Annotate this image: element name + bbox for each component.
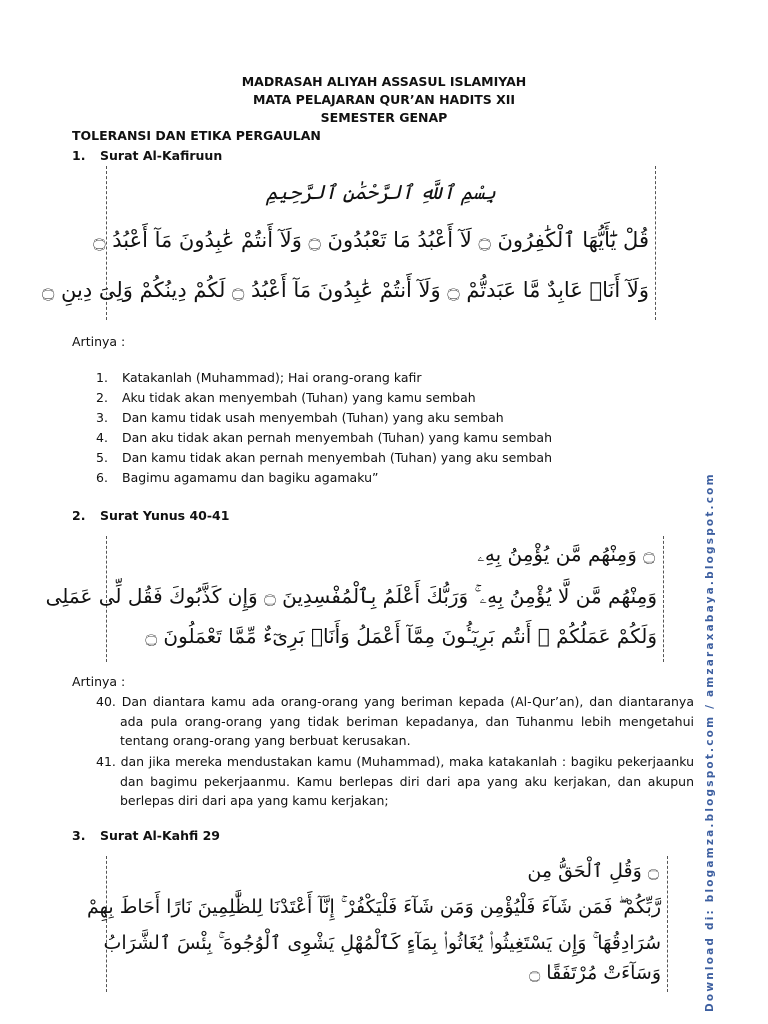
download-watermark: Download di: blogamza.blogspot.com / amzaraxabaya.blogspot.com: [704, 472, 716, 1012]
arabic-verse-line: ۝ وَمِنْهُم مَّن يُؤْمِنُ بِهِۦ: [477, 542, 655, 566]
arabic-verse-line: وَلَكُمْ عَمَلُكُمْ ۖ أَنتُم بَرِيٓـُٔونَ مِمَّآ أَعْمَلُ وَأَنَا۠ بَرِىٓءٌ مِّمَّا تَعْمَلُونَ ۝: [145, 624, 657, 648]
section-2-title: Surat Yunus 40-41: [100, 508, 230, 523]
list-item: 4. Dan aku tidak akan pernah menyembah (Tuhan) yang kamu sembah: [96, 430, 552, 445]
section-2-heading: [72, 508, 229, 523]
verse-40-translation: 40. Dan diantara kamu ada orang-orang yang beriman kepada (Al-Qur’an), dan diantaranya ada pula orang-orang yang tidak beriman kepadanya, dan Tuhanmu lebih mengetahui tentang orang-orang yang berbuat kerusakan.: [96, 694, 694, 748]
section-3-heading: [72, 828, 220, 843]
translation-paragraph: [96, 752, 694, 811]
arabic-verse-line: وَلَآ أَنَا۠ عَابِدٌ مَّا عَبَدتُّمْ ۝ وَلَآ أَنتُمْ عَٰبِدُونَ مَآ أَعْبُدُ ۝ لَكُمْ دِينُكُمْ وَلِىَ دِينِ ۝: [42, 278, 649, 302]
basmalah: بِسْمِ ٱللَّهِ ٱلرَّحْمَٰنِ ٱلرَّحِيمِ: [265, 180, 496, 204]
list-item: 2. Aku tidak akan menyembah (Tuhan) yang kamu sembah: [96, 390, 476, 405]
artinya-label: Artinya :: [72, 674, 126, 689]
school-name: MADRASAH ALIYAH ASSASUL ISLAMIYAH: [241, 74, 527, 89]
arabic-box-kafirun: [42, 166, 656, 320]
section-3-title: Surat Al-Kahfi 29: [100, 828, 221, 843]
arabic-verse-line: رَّبِّكُمْ ۖ فَمَن شَآءَ فَلْيُؤْمِن وَمَن شَآءَ فَلْيَكْفُرْ ۚ إِنَّآ أَعْتَدْنَا لِلظَّٰلِمِينَ نَارًا أَحَاطَ بِهِمْ: [87, 896, 661, 918]
translation-list: [96, 368, 552, 488]
semester-title: SEMESTER GENAP: [320, 110, 448, 125]
section-3-number: 3.: [72, 828, 86, 843]
topic-heading: TOLERANSI DAN ETIKA PERGAULAN: [72, 128, 321, 143]
translation-paragraph: [96, 692, 694, 751]
list-item: 5. Dan kamu tidak akan pernah menyembah (Tuhan) yang aku sembah: [96, 450, 552, 465]
arabic-verse-line: ۝ وَقُلِ ٱلْحَقُّ مِن: [527, 860, 659, 882]
section-1-title: Surat Al-Kafiruun: [100, 148, 223, 163]
verse-41-translation: 41. dan jika mereka mendustakan kamu (Muhammad), maka katakanlah : bagiku pekerjaanku dan bagimu pekerjaanmu. Kamu berlepas diri dari apa yang aku kerjakan, dan akupun berlepas diri dari apa yang kamu kerjakan;: [96, 754, 694, 808]
subject-title: MATA PELAJARAN QUR’AN HADITS XII: [252, 92, 516, 107]
list-item: 3. Dan kamu tidak usah menyembah (Tuhan) yang aku sembah: [96, 410, 504, 425]
arabic-box-yunus: [45, 536, 664, 662]
section-2-number: 2.: [72, 508, 86, 523]
arabic-box-kahfi: [87, 856, 668, 992]
arabic-verse-line: قُلْ يَٰٓأَيُّهَا ٱلْكَٰفِرُونَ ۝ لَآ أَعْبُدُ مَا تَعْبُدُونَ ۝ وَلَآ أَنتُمْ عَٰبِدُونَ مَآ أَعْبُدُ ۝: [93, 228, 649, 252]
artinya-label: Artinya :: [72, 334, 126, 349]
list-item: 6. Bagimu agamamu dan bagiku agamaku”: [96, 470, 379, 485]
section-1-heading: [72, 148, 222, 163]
arabic-verse-line: وَمِنْهُم مَّن لَّا يُؤْمِنُ بِهِۦ ۚ وَرَبُّكَ أَعْلَمُ بِٱلْمُفْسِدِينَ ۝ وَإِن كَذَّبُوكَ فَقُل لِّى عَمَلِى: [45, 584, 657, 608]
list-item: 1. Katakanlah (Muhammad); Hai orang-orang kafir: [96, 370, 422, 385]
arabic-verse-line: وَسَآءَتْ مُرْتَفَقًا ۝: [529, 962, 661, 984]
section-1-number: 1.: [72, 148, 86, 163]
arabic-verse-line: سُرَادِقُهَا ۚ وَإِن يَسْتَغِيثُوا۟ يُغَاثُوا۟ بِمَآءٍ كَٱلْمُهْلِ يَشْوِى ٱلْوُجُوهَ ۚ بِئْسَ ٱلشَّرَابُ: [103, 932, 661, 954]
